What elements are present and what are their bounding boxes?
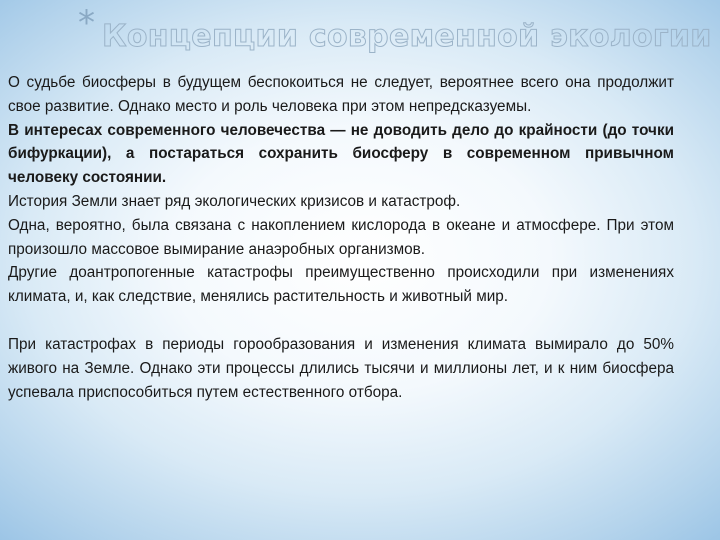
title-bullet-icon: * (78, 3, 95, 43)
paragraph-mountain-building: При катастрофах в периоды горообразования и изменения климата вымирало до 50% живого на Земле. Однако эти процессы длились тысячи и миллионы лет, и к ним биосфера успевала приспособиться путем естественного отбора. (8, 335, 674, 401)
paragraph-humanity-interest: В интересах современного человечества — не доводить дело до крайности (до точки бифуркации), а постараться сохранить биосферу в современном привычном человеку состоянии. (8, 121, 674, 187)
paragraph-oxygen-catastrophe: Одна, вероятно, была связана с накоплением кислорода в океане и атмосфере. При этом произошло массовое вымирание анаэробных организмов. (8, 216, 674, 258)
paragraph-earth-history: История Земли знает ряд экологических кризисов и катастроф. (8, 192, 461, 210)
slide-body (8, 71, 674, 404)
slide-title: Концепции современной экологии (102, 19, 712, 54)
paragraph-climate-catastrophes: Другие доантропогенные катастрофы преимущественно происходили при изменениях климата, и, как следствие, менялись растительность и животный мир. (8, 264, 674, 306)
paragraph-biosphere-future: О судьбе биосферы в будущем беспокоиться не следует, вероятнее всего она продолжит свое развитие. Однако место и роль человека при этом непредсказуемы. (8, 74, 674, 115)
title-row (78, 3, 718, 64)
